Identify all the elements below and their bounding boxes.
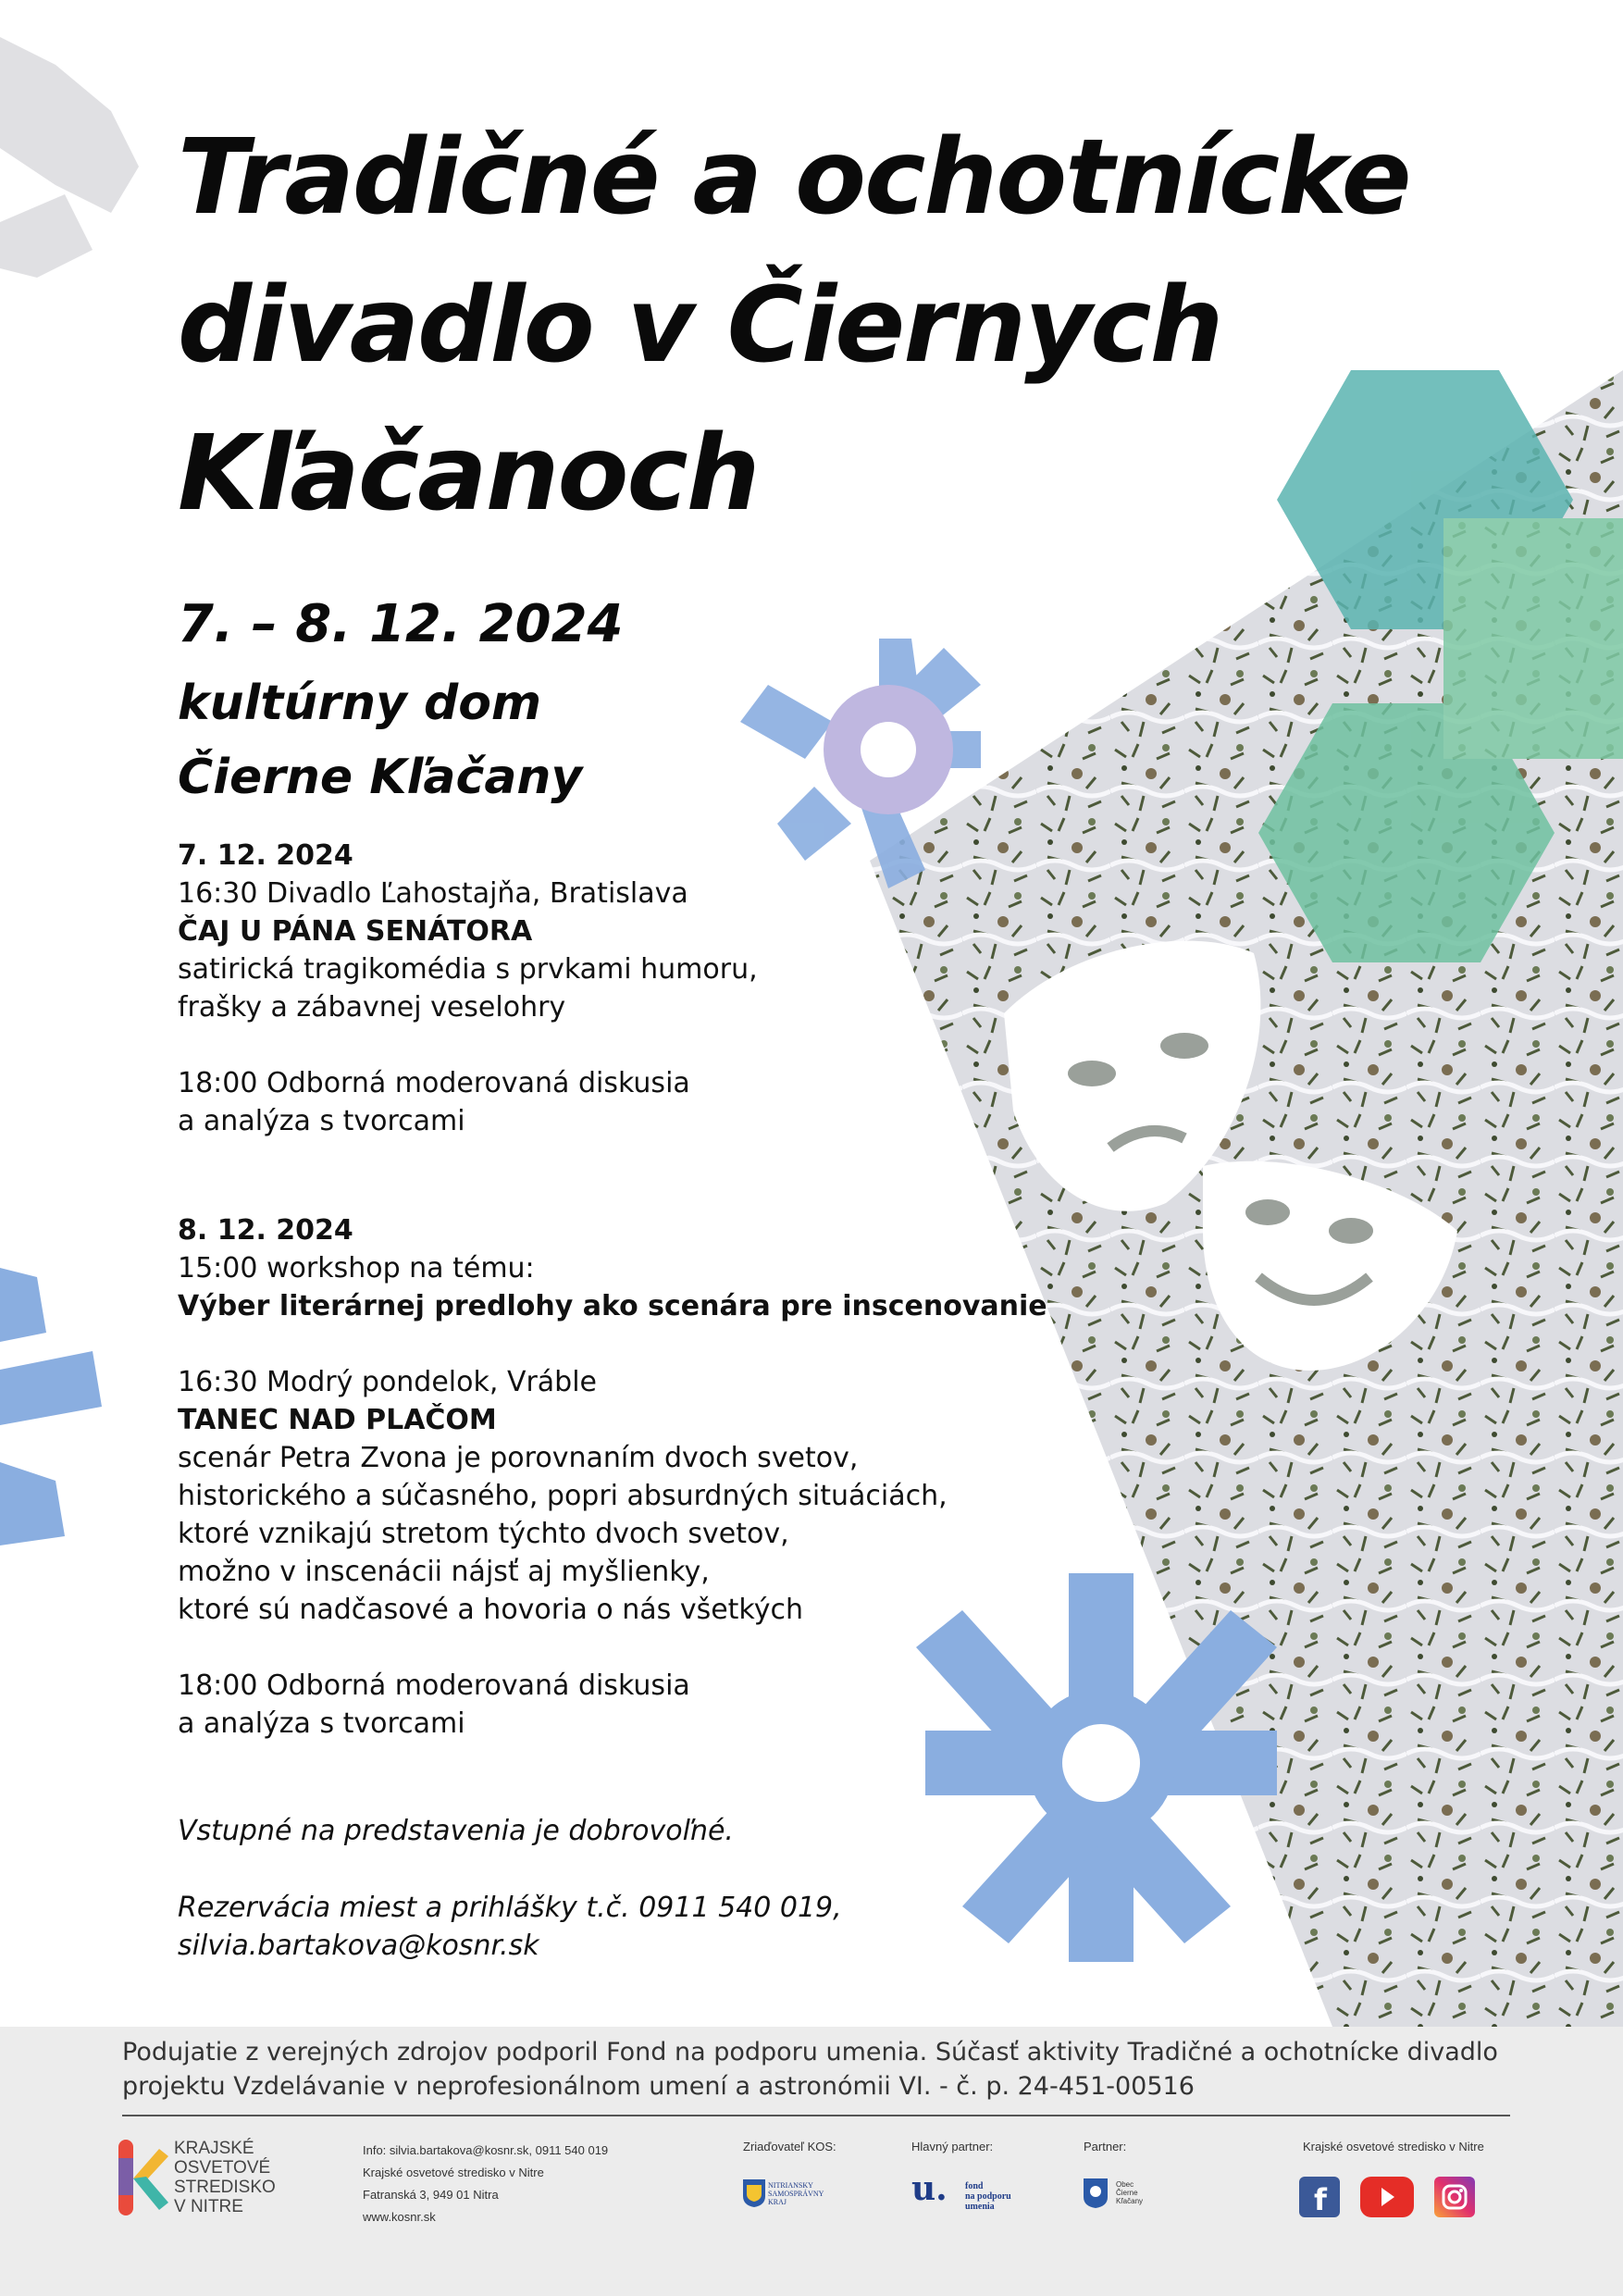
logo-text-line: fond <box>965 2181 984 2191</box>
info-line: Krajské osvetové stredisko v Nitre <box>363 2166 544 2179</box>
reservation-note <box>178 1889 842 1965</box>
logo-text-line: KRAJSKÉ <box>174 2139 254 2158</box>
day2-workshop-time: 15:00 workshop na tému: <box>178 1252 535 1285</box>
reservation-line: Rezervácia miest a prihlášky t.č. 0911 540 019, <box>178 1892 842 1924</box>
logo-text-line: na podporu <box>965 2191 1011 2202</box>
kos-logo-text <box>174 2139 276 2216</box>
nsk-logo-text <box>768 2181 824 2206</box>
day2-workshop-title: Výber literárnej predlohy ako scenára pre inscenovanie <box>178 1290 1047 1322</box>
event-header <box>178 583 624 814</box>
day2-performance-title: TANEC NAD PLAČOM <box>178 1404 497 1436</box>
logo-text-line: Obec <box>1116 2180 1134 2189</box>
day1-date: 7. 12. 2024 <box>178 839 353 872</box>
support-text <box>122 2035 1566 2104</box>
fpu-logo-text <box>965 2181 1011 2212</box>
logo-text-line: SAMOSPRÁVNY <box>768 2190 824 2198</box>
event-dates: 7. – 8. 12. 2024 <box>178 594 624 654</box>
social-label: Krajské osvetové stredisko v Nitre <box>1303 2140 1484 2153</box>
info-line[interactable]: Info: silvia.bartakova@kosnr.sk, 0911 540 019 <box>363 2143 609 2157</box>
discussion-line: 18:00 Odborná moderovaná diskusia <box>178 1067 690 1099</box>
support-line: projektu Vzdelávanie v neprofesionálnom umení a astronómii VI. - č. p. 24-451-00516 <box>122 2072 1195 2101</box>
founder-label: Zriaďovateľ KOS: <box>743 2140 836 2153</box>
logo-text-line: STREDISKO <box>174 2178 276 2197</box>
logo-text-line: KRAJ <box>768 2198 787 2206</box>
discussion-line: a analýza s tvorcami <box>178 1707 465 1740</box>
description-line: frašky a zábavnej veselohry <box>178 991 566 1024</box>
title-line: divadlo v Čiernych <box>178 266 1222 386</box>
logo-text-line: Čierne <box>1116 2189 1138 2197</box>
day2-performance-time: 16:30 Modrý pondelok, Vráble <box>178 1366 598 1398</box>
day2-date: 8. 12. 2024 <box>178 1214 353 1247</box>
logo-text-line: umenia <box>965 2202 995 2212</box>
obec-logo-text <box>1116 2180 1143 2205</box>
description-line: možno v inscenácii nájsť aj myšlienky, <box>178 1556 710 1588</box>
description-line: ktoré vznikajú stretom týchto dvoch svetov, <box>178 1518 789 1550</box>
snowflake-icon-grey <box>0 37 139 278</box>
partner-label: Partner: <box>1084 2140 1127 2153</box>
info-line: Fatranská 3, 949 01 Nitra <box>363 2188 499 2202</box>
day1-performance-title: ČAJ U PÁNA SENÁTORA <box>178 915 533 948</box>
fpu-logo-icon: u. <box>911 2169 948 2208</box>
logo-text-line: V NITRE <box>174 2197 243 2216</box>
discussion-line: 18:00 Odborná moderovaná diskusia <box>178 1669 690 1702</box>
kos-logo-icon <box>118 2140 168 2215</box>
snowflake-icon-left <box>0 1268 102 1545</box>
day2-programme <box>178 1211 1103 1743</box>
venue-line: Čierne Kľačany <box>178 750 583 805</box>
title-line: Kľačanoch <box>178 414 759 534</box>
page-title <box>178 104 1566 548</box>
main-partner-label: Hlavný partner: <box>911 2140 994 2153</box>
logo-text-line: NITRIANSKY <box>768 2181 813 2190</box>
description-line: scenár Petra Zvona je porovnaním dvoch svetov, <box>178 1442 859 1474</box>
admission-note: Vstupné na predstavenia je dobrovoľné. <box>178 1815 734 1847</box>
venue-line: kultúrny dom <box>178 676 542 731</box>
discussion-line: a analýza s tvorcami <box>178 1105 465 1137</box>
day1-programme <box>178 837 1103 1140</box>
description-line: ktoré sú nadčasové a hovoria o nás všetkých <box>178 1594 803 1626</box>
title-line: Tradičné a ochotnícke <box>178 118 1410 238</box>
svg-text:f: f <box>1314 2182 1327 2217</box>
description-line: satirická tragikomédia s prvkami humoru, <box>178 953 758 986</box>
website-link[interactable]: www.kosnr.sk <box>363 2210 436 2224</box>
instagram-icon[interactable] <box>1434 2177 1475 2217</box>
obec-coat-of-arms-icon <box>1084 2178 1108 2208</box>
description-line: historického a súčasného, popri absurdných situáciách, <box>178 1480 948 1512</box>
support-line: Podujatie z verejných zdrojov podporil Fond na podporu umenia. Súčasť aktivity Tradičné a ochotnícke divadlo <box>122 2038 1498 2066</box>
footer-divider <box>122 2115 1510 2116</box>
day1-performance-time: 16:30 Divadlo Ľahostajňa, Bratislava <box>178 877 688 910</box>
contact-info <box>363 2140 608 2228</box>
reservation-email[interactable]: silvia.bartakova@kosnr.sk <box>178 1930 539 1962</box>
logo-text-line: OSVETOVÉ <box>174 2158 271 2178</box>
nsk-coat-of-arms-icon <box>743 2179 765 2207</box>
facebook-icon[interactable] <box>1299 2177 1340 2217</box>
youtube-icon[interactable] <box>1360 2177 1414 2217</box>
logo-text-line: Kľačany <box>1116 2197 1144 2205</box>
